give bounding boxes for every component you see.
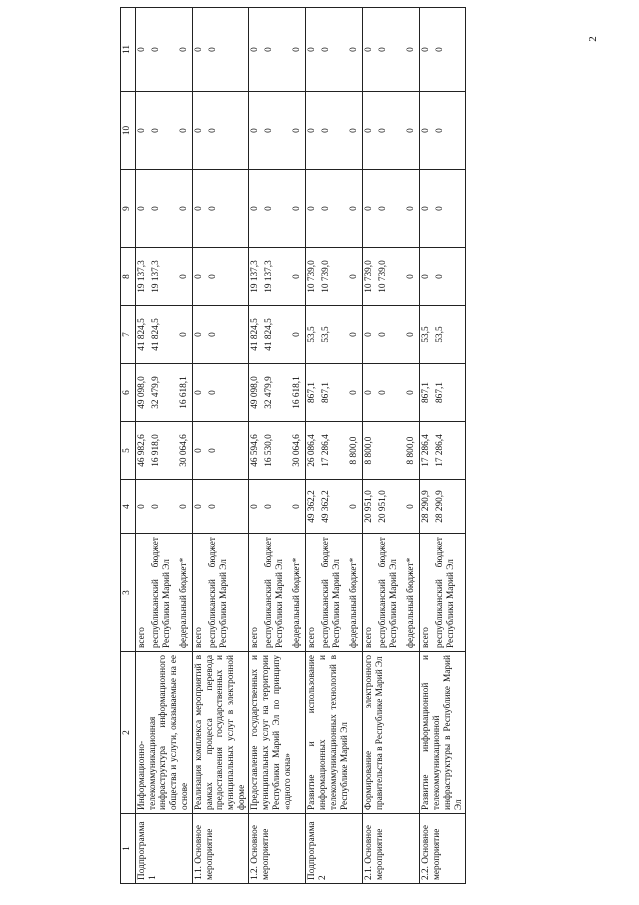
value-cell <box>363 364 420 422</box>
amount-value: 0 <box>137 206 147 211</box>
amount-value: 0 <box>435 206 446 211</box>
amount-value: 0 <box>137 128 147 133</box>
funding-source-label: всего <box>421 627 432 648</box>
amount-value: 0 <box>179 274 189 279</box>
amount-value: 0 <box>208 47 218 52</box>
amount-value: 0 <box>194 332 204 337</box>
funding-sources <box>249 534 306 652</box>
amount-value: 46 594,6 <box>250 434 261 467</box>
table-body <box>136 8 466 884</box>
amount-value: 0 <box>179 332 189 337</box>
value-cell <box>306 170 363 248</box>
value-cell <box>420 170 466 248</box>
amount-value: 0 <box>349 332 360 337</box>
value-cell <box>306 8 363 92</box>
amount-value: 0 <box>194 128 204 133</box>
amount-value: 0 <box>321 47 332 52</box>
amount-value: 49 098,0 <box>250 376 261 409</box>
value-cell <box>420 364 466 422</box>
value-cell <box>420 92 466 170</box>
row-name: Развитие информационной и телекоммуникационной инфраструктуры в Республике Марий Эл <box>420 652 466 814</box>
row-code: 2.2. Основное мероприятие <box>420 814 466 884</box>
column-header: 6 <box>121 364 136 422</box>
column-header: 11 <box>121 8 136 92</box>
amount-value: 0 <box>151 206 161 211</box>
amount-value: 0 <box>435 274 446 279</box>
value-cell <box>420 248 466 306</box>
amount-value: 0 <box>179 128 189 133</box>
amount-value: 0 <box>194 448 204 453</box>
amount-value: 0 <box>264 47 275 52</box>
amount-value: 20 951,0 <box>364 490 375 523</box>
column-header: 9 <box>121 170 136 248</box>
amount-value: 0 <box>421 47 432 52</box>
amount-value: 0 <box>307 206 318 211</box>
amount-value: 0 <box>406 390 417 395</box>
row-code: 2.1. Основное мероприятие <box>363 814 420 884</box>
funding-sources <box>306 534 363 652</box>
value-cell <box>193 8 249 92</box>
amount-value: 41 824,5 <box>151 318 161 351</box>
amount-value: 0 <box>378 47 389 52</box>
amount-value: 0 <box>364 332 375 337</box>
funding-sources <box>363 534 420 652</box>
amount-value: 19 137,3 <box>137 260 147 293</box>
amount-value: 0 <box>292 206 303 211</box>
funding-source-label: всего <box>250 627 261 648</box>
table-header <box>121 8 136 884</box>
amount-value: 0 <box>307 47 318 52</box>
row-name: Развитие и использование информационных и телекоммуникационных технологий в Республике Марий Эл <box>306 652 363 814</box>
amount-value: 19 137,3 <box>264 260 275 293</box>
amount-value: 0 <box>321 128 332 133</box>
row-code: Подпрограмма 2 <box>306 814 363 884</box>
amount-value: 0 <box>151 504 161 509</box>
amount-value: 0 <box>194 274 204 279</box>
value-cell <box>249 306 306 364</box>
amount-value: 8 800,0 <box>349 436 360 465</box>
funding-source-label: республиканский бюджет Республики Марий Эл <box>208 537 229 648</box>
value-cell <box>363 92 420 170</box>
value-cell <box>420 422 466 480</box>
amount-value: 0 <box>364 206 375 211</box>
amount-value: 0 <box>421 274 432 279</box>
amount-value: 41 824,5 <box>250 318 261 351</box>
amount-value: 0 <box>292 274 303 279</box>
amount-value: 0 <box>378 206 389 211</box>
amount-value: 0 <box>378 390 389 395</box>
amount-value: 0 <box>250 504 261 509</box>
amount-value: 0 <box>292 128 303 133</box>
table-row <box>249 8 306 884</box>
rotated-page <box>120 8 616 884</box>
funding-source-label: республиканский бюджет Республики Марий Эл <box>435 537 457 648</box>
value-cell <box>136 306 193 364</box>
amount-value: 32 479,9 <box>264 376 275 409</box>
amount-value: 0 <box>208 332 218 337</box>
funding-source-label: федеральный бюджет* <box>179 557 189 648</box>
amount-value: 0 <box>137 47 147 52</box>
amount-value: 46 982,6 <box>137 434 147 467</box>
amount-value: 53,5 <box>421 326 432 343</box>
amount-value: 0 <box>349 206 360 211</box>
amount-value: 0 <box>421 206 432 211</box>
amount-value: 0 <box>208 206 218 211</box>
amount-value: 0 <box>208 274 218 279</box>
amount-value: 0 <box>406 274 417 279</box>
amount-value: 0 <box>151 47 161 52</box>
amount-value: 0 <box>406 332 417 337</box>
row-name: Формирование электронного правительства в Республике Марий Эл <box>363 652 420 814</box>
amount-value: 0 <box>208 128 218 133</box>
amount-value: 16 530,0 <box>264 434 275 467</box>
amount-value: 0 <box>406 128 417 133</box>
value-cell <box>363 306 420 364</box>
amount-value: 0 <box>292 47 303 52</box>
funding-sources <box>420 534 466 652</box>
amount-value: 0 <box>321 206 332 211</box>
amount-value: 0 <box>264 128 275 133</box>
amount-value: 867,1 <box>421 382 432 403</box>
amount-value: 26 086,4 <box>307 434 318 467</box>
amount-value: 0 <box>364 128 375 133</box>
amount-value: 0 <box>406 504 417 509</box>
value-cell <box>136 92 193 170</box>
amount-value: 0 <box>406 47 417 52</box>
amount-value: 30 064,6 <box>292 434 303 467</box>
amount-value: 10 739,0 <box>307 260 318 293</box>
amount-value <box>378 425 404 476</box>
amount-value: 0 <box>364 47 375 52</box>
amount-value: 0 <box>179 504 189 509</box>
amount-value: 0 <box>292 504 303 509</box>
value-cell <box>249 8 306 92</box>
value-cell <box>249 248 306 306</box>
amount-value: 0 <box>349 390 360 395</box>
value-cell <box>136 422 193 480</box>
amount-value: 0 <box>250 47 261 52</box>
amount-value: 0 <box>307 128 318 133</box>
value-cell <box>249 170 306 248</box>
amount-value: 19 137,3 <box>250 260 261 293</box>
column-header: 1 <box>121 814 136 884</box>
amount-value: 49 362,2 <box>321 490 332 523</box>
value-cell <box>193 248 249 306</box>
amount-value: 0 <box>250 206 261 211</box>
amount-value: 0 <box>406 206 417 211</box>
funding-sources <box>193 534 249 652</box>
amount-value: 17 286,4 <box>435 434 446 467</box>
amount-value: 867,1 <box>307 382 318 403</box>
amount-value: 41 824,5 <box>137 318 147 351</box>
amount-value: 0 <box>349 128 360 133</box>
table-row <box>420 8 466 884</box>
column-header: 4 <box>121 480 136 534</box>
amount-value: 53,5 <box>321 326 332 343</box>
page-number: 2 <box>586 36 599 42</box>
value-cell <box>306 92 363 170</box>
value-cell <box>363 170 420 248</box>
amount-value: 0 <box>250 128 261 133</box>
amount-value: 0 <box>179 206 189 211</box>
amount-value: 0 <box>378 332 389 337</box>
value-cell <box>193 422 249 480</box>
amount-value: 16 918,0 <box>151 434 161 467</box>
value-cell <box>136 170 193 248</box>
column-header: 5 <box>121 422 136 480</box>
amount-value: 49 362,2 <box>307 490 318 523</box>
funding-source-label: всего <box>194 627 204 648</box>
amount-value: 53,5 <box>307 326 318 343</box>
value-cell <box>136 248 193 306</box>
amount-value: 10 739,0 <box>378 260 389 293</box>
amount-value: 867,1 <box>321 382 332 403</box>
amount-value: 0 <box>137 504 147 509</box>
value-cell <box>363 8 420 92</box>
amount-value: 8 800,0 <box>406 436 417 465</box>
amount-value: 28 290,9 <box>421 490 432 523</box>
amount-value: 0 <box>208 504 218 509</box>
row-name: Реализация комплекса мероприятий в рамках процесса перевода предоставления государственных и муниципальных услуг в электронной форме <box>193 652 249 814</box>
amount-value: 867,1 <box>435 382 446 403</box>
value-cell <box>193 92 249 170</box>
amount-value: 28 290,9 <box>435 490 446 523</box>
value-cell <box>363 422 420 480</box>
value-cell <box>306 364 363 422</box>
column-header: 10 <box>121 92 136 170</box>
amount-value: 53,5 <box>435 326 446 343</box>
amount-value: 0 <box>151 128 161 133</box>
row-name: Информационно-телекоммуникационная инфраструктура информационного общества и услуги, оказываемые на ее основе <box>136 652 193 814</box>
row-code: Подпрограмма 1 <box>136 814 193 884</box>
amount-value: 17 286,4 <box>321 434 332 467</box>
column-header: 7 <box>121 306 136 364</box>
table-row <box>193 8 249 884</box>
amount-value: 0 <box>194 504 204 509</box>
value-cell <box>249 422 306 480</box>
amount-value: 30 064,6 <box>179 434 189 467</box>
amount-value: 16 618,1 <box>292 376 303 409</box>
value-cell <box>249 92 306 170</box>
amount-value: 10 739,0 <box>364 260 375 293</box>
funding-source-label: республиканский бюджет Республики Марий Эл <box>264 537 286 648</box>
funding-source-label: республиканский бюджет Республики Марий Эл <box>378 537 400 648</box>
value-cell <box>363 480 420 534</box>
column-header: 8 <box>121 248 136 306</box>
funding-source-label: федеральный бюджет* <box>292 557 303 648</box>
row-code: 1.1. Основное мероприятие <box>193 814 249 884</box>
amount-value: 0 <box>435 47 446 52</box>
amount-value: 0 <box>179 47 189 52</box>
amount-value: 49 098,0 <box>137 376 147 409</box>
amount-value: 32 479,9 <box>151 376 161 409</box>
amount-value: 41 824,5 <box>264 318 275 351</box>
amount-value: 0 <box>264 504 275 509</box>
amount-value: 20 951,0 <box>378 490 389 523</box>
amount-value: 0 <box>194 206 204 211</box>
value-cell <box>306 306 363 364</box>
amount-value: 10 739,0 <box>321 260 332 293</box>
value-cell <box>136 364 193 422</box>
value-cell <box>363 248 420 306</box>
amount-value: 0 <box>194 47 204 52</box>
amount-value: 0 <box>194 390 204 395</box>
amount-value: 0 <box>349 47 360 52</box>
funding-source-label: республиканский бюджет Республики Марий Эл <box>151 537 172 648</box>
value-cell <box>249 364 306 422</box>
value-cell <box>249 480 306 534</box>
value-cell <box>193 364 249 422</box>
funding-source-label: федеральный бюджет* <box>349 557 360 648</box>
value-cell <box>193 306 249 364</box>
value-cell <box>306 422 363 480</box>
amount-value: 0 <box>349 274 360 279</box>
table-row <box>306 8 363 884</box>
amount-value: 0 <box>435 128 446 133</box>
column-header: 3 <box>121 534 136 652</box>
amount-value: 0 <box>349 504 360 509</box>
value-cell <box>136 8 193 92</box>
amount-value: 0 <box>364 390 375 395</box>
table-row <box>363 8 420 884</box>
value-cell <box>136 480 193 534</box>
amount-value: 0 <box>378 128 389 133</box>
value-cell <box>193 170 249 248</box>
amount-value: 0 <box>421 128 432 133</box>
value-cell <box>306 480 363 534</box>
funding-source-label: всего <box>307 627 318 648</box>
amount-value: 17 286,4 <box>421 434 432 467</box>
funding-source-label: республиканский бюджет Республики Марий Эл <box>321 537 343 648</box>
value-cell <box>193 480 249 534</box>
value-cell <box>420 306 466 364</box>
budget-table <box>120 7 466 884</box>
amount-value: 16 618,1 <box>179 376 189 409</box>
funding-source-label: всего <box>137 627 147 648</box>
funding-source-label: всего <box>364 627 375 648</box>
amount-value: 0 <box>292 332 303 337</box>
header-row <box>121 8 136 884</box>
amount-value: 0 <box>208 448 218 453</box>
funding-sources <box>136 534 193 652</box>
column-header: 2 <box>121 652 136 814</box>
row-name: Предоставление государственных и муниципальных услуг на территории Республики Марий Эл по принципу «одного окна» <box>249 652 306 814</box>
amount-value: 0 <box>264 206 275 211</box>
value-cell <box>420 480 466 534</box>
amount-value: 8 800,0 <box>364 436 375 465</box>
value-cell <box>306 248 363 306</box>
amount-value: 19 137,3 <box>151 260 161 293</box>
funding-source-label: федеральный бюджет* <box>406 557 417 648</box>
value-cell <box>420 8 466 92</box>
row-code: 1.2. Основное мероприятие <box>249 814 306 884</box>
table-row <box>136 8 193 884</box>
amount-value: 0 <box>208 390 218 395</box>
